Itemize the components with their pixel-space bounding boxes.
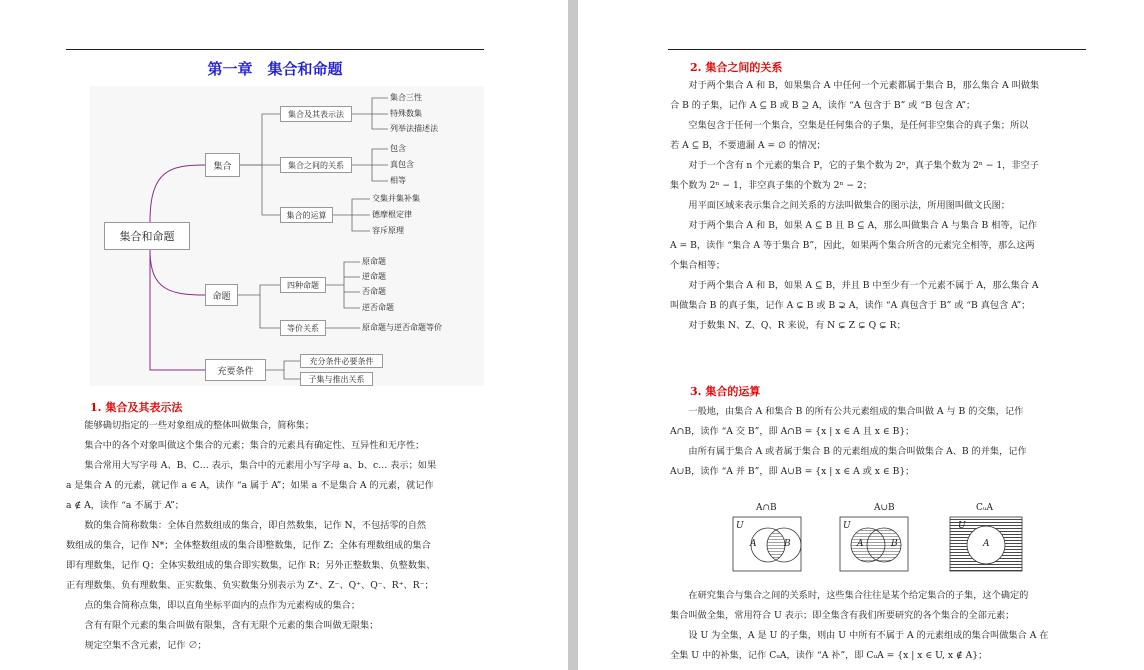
section-heading: 2. 集合之间的关系 [690,61,783,74]
mindmap-leaf: 集合三性 [390,93,422,102]
mindmap-node-equivalence: 等价关系 [280,320,326,336]
paragraph-line: 规定空集不含元素，记作 ∅； [84,640,207,651]
mindmap-leaf: 逆否命题 [362,303,394,312]
paragraph-line: 对于两个集合 A 和 B，如果 A ⊆ B 且 B ⊆ A，那么叫做集合 A 与集合 B 相等，记作 [688,220,1038,231]
venn-set-a-label: A [983,539,990,549]
right-page [578,0,1144,670]
mindmap-connectors [0,0,568,400]
paragraph-line: 全集 U 中的补集，记作 CᵤA，读作 “A 补”，即 CᵤA = {x | x ∈ U, x ∉ A}； [670,650,988,661]
page-gutter [568,0,578,670]
section-heading: 3. 集合的运算 [690,385,761,398]
paragraph-line: 数组成的集合，记作 N*；全体整数组成的集合即整数集，记作 Z；全体有理数组成的集合 [66,540,431,551]
paragraph-line: 对于一个含有 n 个元素的集合 P，它的子集个数为 2ⁿ，真子集个数为 2ⁿ − 1，非空子 [688,160,1039,171]
venn-set-b-label: B [784,539,791,549]
mindmap-leaf: 容斥原理 [372,226,404,235]
section3-body-a [670,402,1088,482]
mindmap-node-conditions-item: 充分条件必要条件 [300,354,383,368]
paragraph-line: 集个数为 2ⁿ − 1，非空真子集的个数为 2ⁿ − 2； [670,180,873,191]
paragraph-line: 合 B 的子集，记作 A ⊆ B 或 B ⊇ A，读作 “A 包含于 B” 或 “B 包含 A”； [670,100,976,111]
paragraph-line: 对于数集 N、Z、Q、R 来说，有 N ⊊ Z ⊊ Q ⊊ R； [688,320,906,331]
paragraph-line: 集合中的各个对象叫做这个集合的元素；集合的元素具有确定性、互异性和无序性； [84,440,425,451]
mindmap-leaf: 真包含 [390,160,414,169]
section2-body [670,76,1088,336]
section1-body [66,416,484,656]
paragraph-line: 一般地，由集合 A 和集合 B 的所有公共元素组成的集合叫做 A 与 B 的交集，记作 [688,406,1024,417]
mindmap-leaf: 否命题 [362,287,386,296]
paragraph-line: 数的集合简称数集：全体自然数组成的集合，即自然数集，记作 N，不包括零的自然 [84,520,427,531]
venn-title-intersection: A∩B [756,503,777,513]
paragraph-line: 用平面区域来表示集合之间关系的方法叫做集合的图示法，所用图叫做文氏图； [688,200,1010,211]
mindmap-node-proposition: 命题 [205,284,238,306]
paragraph-line: 由所有属于集合 A 或者属于集合 B 的元素组成的集合叫做集合 A、B 的并集，记作 [688,446,1027,457]
paragraph-line: 空集包含于任何一个集合，空集是任何集合的子集，是任何非空集合的真子集；所以 [688,120,1029,131]
paragraph-line: 正有理数集、负有理数集、正实数集、负实数集分别表示为 Z⁺、Z⁻、Q⁺、Q⁻、R⁺、R⁻； [66,580,434,591]
mindmap-node-set-operations: 集合的运算 [280,207,333,223]
left-page [0,0,568,670]
paragraph-line: 集合常用大写字母 A、B、C… 表示，集合中的元素用小写字母 a、b、c… 表示；如果 [84,460,437,471]
venn-title-union: A∪B [874,503,895,513]
venn-set-b-label: B [891,539,898,549]
venn-title-complement: CᵤA [976,503,993,513]
paragraph-line: 即有理数集，记作 Q；全体实数组成的集合即实数集，记作 R；另外正整数集、负整数集、 [66,560,436,571]
header-rule [668,49,1086,50]
paragraph-line: 个集合相等； [670,260,726,271]
paragraph-line: 对于两个集合 A 和 B，如果集合 A 中任何一个元素都属于集合 B，那么集合 A 叫做集 [688,80,1040,91]
paragraph-line: 集合叫做全集，常用符合 U 表示；即全集含有我们所要研究的各个集合的全部元素； [670,610,1015,621]
paragraph-line: 含有有限个元素的集合叫做有限集，含有无限个元素的集合叫做无限集； [84,620,379,631]
mindmap-node-conditions-item: 子集与推出关系 [300,372,373,386]
mindmap-leaf: 交集并集补集 [372,194,420,203]
section3-body-b [670,586,1088,666]
paragraph-line: A∪B，读作 “A 并 B”，即 A∪B = {x | x ∈ A 或 x ∈ B}； [670,466,915,477]
paragraph-line: 叫做集合 B 的真子集，记作 A ⊊ B 或 B ⊋ A，读作 “A 真包含于 B” 或 “B 真包含 A”； [670,300,1031,311]
venn-set-a-label: A [750,539,757,549]
venn-set-a-label: A [857,539,864,549]
venn-universe-label: U [843,521,851,531]
paragraph-line: 若 A ⊆ B，不要遗漏 A = ∅ 的情况； [670,140,826,151]
mindmap-node-set-relations: 集合之间的关系 [280,157,352,173]
mindmap-leaf: 特殊数集 [390,109,422,118]
paragraph-line: A∩B，读作 “A 交 B”，即 A∩B = {x | x ∈ A 且 x ∈ B}； [670,426,915,437]
mindmap-leaf: 原命题与逆否命题等价 [362,323,442,332]
paragraph-line: 设 U 为全集，A 是 U 的子集，则由 U 中所有不属于 A 的元素组成的集合叫做集合 A 在 [688,630,1049,641]
mindmap-node-conditions: 充要条件 [205,359,266,381]
mindmap-node-set-representation: 集合及其表示法 [280,106,352,122]
mindmap-leaf: 相等 [390,176,406,185]
mindmap-leaf: 原命题 [362,257,386,266]
paragraph-line: 点的集合简称点集，即以直角坐标平面内的点作为元素构成的集合； [84,600,361,611]
section-heading: 1. 集合及其表示法 [90,401,183,414]
mindmap-root: 集合和命题 [104,222,190,250]
chapter-title: 第一章 集合和命题 [207,60,343,78]
paragraph-line: A = B，读作 “集合 A 等于集合 B”，因此，如果两个集合所含的元素完全相等，那么这两 [670,240,1035,251]
mindmap-leaf: 逆命题 [362,272,386,281]
paragraph-line: 在研究集合与集合之间的关系时，这些集合往往是某个给定集合的子集，这个确定的 [688,590,1029,601]
paragraph-line: a ∉ A，读作 “a 不属于 A”； [66,500,184,511]
mindmap-node-set: 集合 [205,153,240,177]
paragraph-line: 能够确切指定的一些对象组成的整体叫做集合，简称集； [84,420,315,431]
mindmap-node-four-propositions: 四种命题 [280,277,326,293]
paragraph-line: a 是集合 A 的元素，就记作 a ∈ A，读作 “a 属于 A”；如果 a 不是集合 A 的元素，就记作 [66,480,434,491]
mindmap-leaf: 包含 [390,144,406,153]
paragraph-line: 对于两个集合 A 和 B，如果 A ⊆ B，并且 B 中至少有一个元素不属于 A，那么集合 A [688,280,1039,291]
mindmap-leaf: 德摩根定律 [372,210,412,219]
mindmap-leaf: 列举法描述法 [390,124,438,133]
venn-universe-label: U [736,521,744,531]
venn-universe-label: U [958,521,966,531]
